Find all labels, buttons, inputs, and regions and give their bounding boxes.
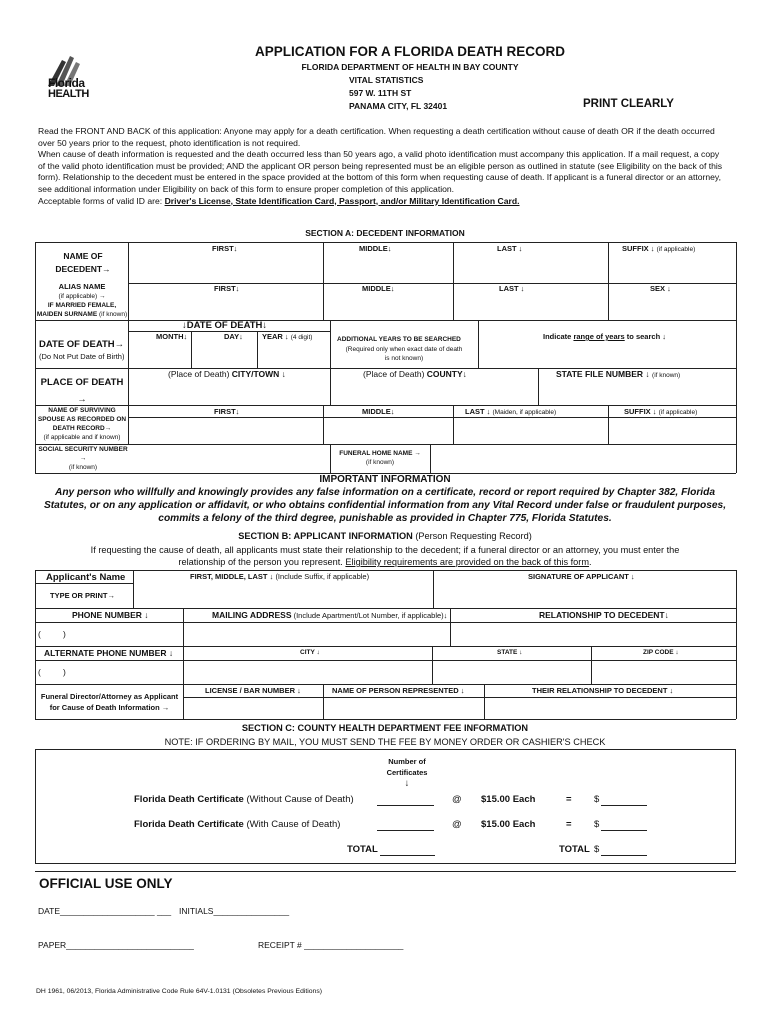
applicant-name-label: Applicant's Name — [46, 572, 126, 583]
phone-paren-close: ) — [63, 629, 66, 639]
total-amount-label: TOTAL — [559, 844, 590, 855]
fee-row-with-cause: Florida Death Certificate (With Cause of Death) — [134, 819, 341, 830]
day-label: DAY↓ — [224, 332, 243, 341]
id-prefix: Acceptable forms of valid ID are: — [38, 195, 165, 206]
ssn-label-1: SOCIAL SECURITY NUMBER — [38, 446, 128, 453]
alias-middle-input[interactable] — [325, 294, 452, 319]
section-a-title: SECTION A: DECEDENT INFORMATION — [305, 228, 465, 238]
relationship-input[interactable] — [452, 623, 735, 645]
spouse-suffix-input[interactable] — [610, 418, 735, 443]
city-label: CITY ↓ — [300, 649, 320, 656]
important-text: Any person who willfully and knowingly provides any false information on a certificate, record or report required by Chapter 382, Florida Statutes, or on any application or affidavit, or who obtains confidential information from any Vital Record under false or fraudulent purposes, commits a felony of the third degree, punishable as provided in Chapter 775, Florida Statutes. — [43, 487, 727, 524]
range-of-years-label: Indicate range of years to search ↓ — [543, 332, 666, 341]
signature-label: SIGNATURE OF APPLICANT ↓ — [528, 572, 635, 581]
alias-last-label: LAST ↓ — [499, 284, 525, 293]
mailing-address-input[interactable] — [185, 623, 449, 645]
instructions-p2: When cause of death information is requested and the death occurred less than 50 years ago, a valid photo identification must accompany this application. If a mail request, a copy of the valid photo identification must be provided; AND the applicant OR person being represented must be an eligible person as outlined in statute (see Eligibility on the back of this form). Relationship to the decedent must be entered in the space provided at the bottom of this form when requesting cause of death. If applicant is a funeral director or an attorney, see additional information under Eligibility on back of this form to ensure proper completion of this application. — [38, 149, 723, 194]
decedent-first-input[interactable] — [130, 254, 322, 282]
relationship-label: RELATIONSHIP TO DECEDENT↓ — [539, 610, 669, 620]
ssn-label-2: → — [79, 455, 87, 462]
spouse-last-input[interactable] — [455, 418, 607, 443]
total-qty-label: TOTAL — [347, 844, 378, 855]
decedent-last-input[interactable] — [455, 254, 607, 282]
death-month-input[interactable] — [130, 343, 190, 367]
month-label: MONTH↓ — [156, 332, 188, 341]
section-b-line2: relationship of the person you represent. Eligibility requirements are provided on the back of this form. — [178, 557, 592, 567]
fee-row1-price: $15.00 Each — [481, 794, 536, 805]
alias-middle-label: MIDDLE↓ — [362, 284, 395, 293]
state-input[interactable] — [434, 661, 590, 683]
decedent-suffix-label: SUFFIX ↓ (if applicable) — [622, 244, 696, 253]
spouse-first-label: FIRST↓ — [214, 407, 240, 416]
official-receipt: RECEIPT # _____________________ — [258, 940, 404, 950]
death-day-input[interactable] — [193, 343, 256, 367]
spouse-label-4: (if applicable and if known) — [43, 434, 121, 441]
alt-phone-input[interactable] — [70, 661, 182, 683]
their-relationship-label: THEIR RELATIONSHIP TO DECEDENT ↓ — [532, 686, 674, 695]
number-of-label: Number of — [388, 757, 426, 766]
phone-input[interactable] — [70, 623, 182, 645]
death-county-input[interactable] — [332, 380, 537, 404]
fee-row1-dollar: $ — [594, 794, 600, 805]
section-b-line1: If requesting the cause of death, all applicants must state their relationship to the decedent; if a funeral director or an attorney, you must enter the — [90, 545, 680, 555]
valid-id-list: Driver's License, State Identification Card, Passport, and/or Military Identification Card. — [164, 195, 520, 206]
state-label: STATE ↓ — [497, 649, 523, 656]
alias-name-label: ALIAS NAME — [58, 282, 106, 291]
additional-years-note2: is not known) — [384, 355, 424, 362]
license-input[interactable] — [185, 698, 322, 718]
funeral-home-note: (if known) — [365, 459, 395, 466]
alias-first-input[interactable] — [130, 294, 322, 319]
decedent-middle-input[interactable] — [325, 254, 452, 282]
amount-with-cause-input[interactable] — [601, 819, 647, 831]
funeral-director-label-1: Funeral Director/Attorney as Applicant — [40, 692, 179, 701]
person-represented-input[interactable] — [325, 698, 483, 718]
state-file-number-label: STATE FILE NUMBER ↓ (if known) — [556, 369, 681, 379]
decedent-name-label: NAME OF DECEDENT→ — [55, 251, 111, 274]
alias-married-female: IF MARRIED FEMALE, — [47, 302, 117, 309]
decedent-middle-label: MIDDLE↓ — [359, 244, 392, 253]
date-of-death-label: DATE OF DEATH→ — [39, 339, 125, 350]
official-divider — [35, 871, 736, 872]
certificates-label: Certificates — [386, 768, 428, 777]
spouse-suffix-label: SUFFIX ↓ (if applicable) — [624, 407, 698, 416]
alias-applicable-note: (if applicable) → — [58, 293, 106, 300]
fee-row1-at: @ — [452, 794, 462, 805]
total-dollar: $ — [594, 844, 600, 855]
decedent-suffix-input[interactable] — [610, 254, 735, 282]
additional-years-note1: (Required only when exact date of death — [345, 346, 463, 353]
alias-last-input[interactable] — [455, 294, 607, 319]
print-clearly: PRINT CLEARLY — [583, 98, 674, 110]
page-title: APPLICATION FOR A FLORIDA DEATH RECORD — [255, 44, 565, 59]
ssn-label-3: (if known) — [68, 464, 98, 471]
total-qty-input[interactable] — [380, 844, 435, 856]
alias-maiden-surname: MAIDEN SURNAME (if known) — [36, 311, 128, 318]
address-city: PANAMA CITY, FL 32401 — [349, 101, 448, 111]
form-footer: DH 1961, 06/2013, Florida Administrative Code Rule 64V-1.0131 (Obsoletes Previous Editions) — [36, 988, 323, 995]
city-input[interactable] — [185, 661, 431, 683]
state-file-number-input[interactable] — [540, 380, 735, 404]
year-label: YEAR ↓ (4 digit) — [262, 332, 313, 341]
alias-first-label: FIRST↓ — [214, 284, 240, 293]
qty-with-cause-input[interactable] — [377, 819, 434, 831]
logo-text-florida: Florida — [48, 76, 85, 90]
qty-without-cause-input[interactable] — [377, 794, 434, 806]
spouse-label-2: SPOUSE AS RECORDED ON — [37, 416, 127, 423]
place-of-death-label: PLACE OF DEATH → — [40, 377, 124, 405]
fee-row1-equals: = — [566, 794, 572, 805]
sex-label: SEX ↓ — [650, 284, 671, 293]
spouse-last-label: LAST ↓ (Maiden, if applicable) — [465, 407, 557, 416]
funeral-home-input[interactable] — [432, 446, 735, 472]
instructions-p3 — [38, 196, 728, 208]
their-relationship-input[interactable] — [486, 698, 735, 718]
spouse-label-1: NAME OF SURVIVING — [48, 407, 116, 414]
fee-row2-equals: = — [566, 819, 572, 830]
address-street: 597 W. 11TH ST — [349, 88, 412, 98]
total-amount-input[interactable] — [601, 844, 647, 856]
section-c-note: NOTE: IF ORDERING BY MAIL, YOU MUST SEND THE FEE BY MONEY ORDER OR CASHIER'S CHECK — [164, 737, 606, 747]
department-name: FLORIDA DEPARTMENT OF HEALTH IN BAY COUNTY — [301, 62, 519, 72]
florida-health-logo — [44, 52, 96, 102]
instructions — [38, 126, 728, 207]
mailing-address-label: MAILING ADDRESS (Include Apartment/Lot Number, if applicable)↓ — [212, 610, 448, 620]
fee-row2-price: $15.00 Each — [481, 819, 536, 830]
section-b-title: SECTION B: APPLICANT INFORMATION (Person Requesting Record) — [238, 531, 532, 541]
instructions-p1: Read the FRONT AND BACK of this application: Anyone may apply for a death certification. When requesting a death certification without cause of death OR if the death occurred over 50 years prior to the request, photo identification is not required. — [38, 126, 715, 148]
death-city-input[interactable] — [130, 380, 329, 404]
phone-paren-open: ( — [38, 629, 41, 639]
decedent-first-label: FIRST↓ — [212, 244, 238, 253]
alt-phone-label: ALTERNATE PHONE NUMBER ↓ — [44, 648, 174, 658]
license-label: LICENSE / BAR NUMBER ↓ — [205, 686, 301, 695]
fee-row-without-cause: Florida Death Certificate (Without Cause of Death) — [134, 794, 354, 805]
funeral-director-label-2: for Cause of Death Information → — [49, 703, 170, 712]
ssn-input[interactable] — [130, 446, 329, 472]
applicant-name-input[interactable] — [135, 584, 432, 607]
death-county-label: (Place of Death) COUNTY↓ — [363, 369, 467, 379]
spouse-first-input[interactable] — [130, 418, 322, 443]
spouse-middle-input[interactable] — [325, 418, 452, 443]
sex-input[interactable] — [610, 294, 735, 319]
alt-phone-paren-open: ( — [38, 667, 41, 677]
person-represented-label: NAME OF PERSON REPRESENTED ↓ — [332, 686, 465, 695]
zip-input[interactable] — [593, 661, 735, 683]
spouse-label-3: DEATH RECORD→ — [52, 425, 112, 432]
type-or-print-label: TYPE OR PRINT→ — [50, 591, 116, 600]
signature-input[interactable] — [435, 584, 735, 607]
date-of-death-header: ↓DATE OF DEATH↓ — [182, 320, 268, 331]
funeral-home-label: FUNERAL HOME NAME → — [339, 450, 421, 457]
unit-name: VITAL STATISTICS — [349, 75, 424, 85]
date-of-death-note: (Do Not Put Date of Birth) — [39, 352, 125, 361]
death-year-input[interactable] — [259, 343, 329, 367]
additional-years-label: ADDITIONAL YEARS TO BE SEARCHED — [337, 336, 461, 343]
alt-phone-paren-close: ) — [63, 667, 66, 677]
number-arrow-icon: ↓ — [404, 778, 410, 789]
amount-without-cause-input[interactable] — [601, 794, 647, 806]
section-c-title: SECTION C: COUNTY HEALTH DEPARTMENT FEE INFORMATION — [241, 723, 529, 733]
fee-row2-at: @ — [452, 819, 462, 830]
phone-label: PHONE NUMBER ↓ — [72, 610, 149, 620]
official-use-title: OFFICIAL USE ONLY — [39, 876, 173, 891]
official-paper: PAPER___________________________ — [38, 940, 194, 950]
death-city-label: (Place of Death) CITY/TOWN ↓ — [168, 369, 286, 379]
applicant-name-fields-label: FIRST, MIDDLE, LAST ↓ (Include Suffix, if applicable) — [190, 572, 370, 581]
fee-row2-dollar: $ — [594, 819, 600, 830]
important-title: IMPORTANT INFORMATION — [319, 474, 451, 485]
official-initials: INITIALS________________ — [179, 906, 290, 916]
zip-label: ZIP CODE ↓ — [643, 649, 679, 656]
years-range-input[interactable] — [480, 343, 735, 367]
official-date: DATE____________________ ___ — [38, 906, 172, 916]
spouse-middle-label: MIDDLE↓ — [362, 407, 395, 416]
logo-text-health: HEALTH — [48, 88, 89, 100]
decedent-last-label: LAST ↓ — [497, 244, 523, 253]
